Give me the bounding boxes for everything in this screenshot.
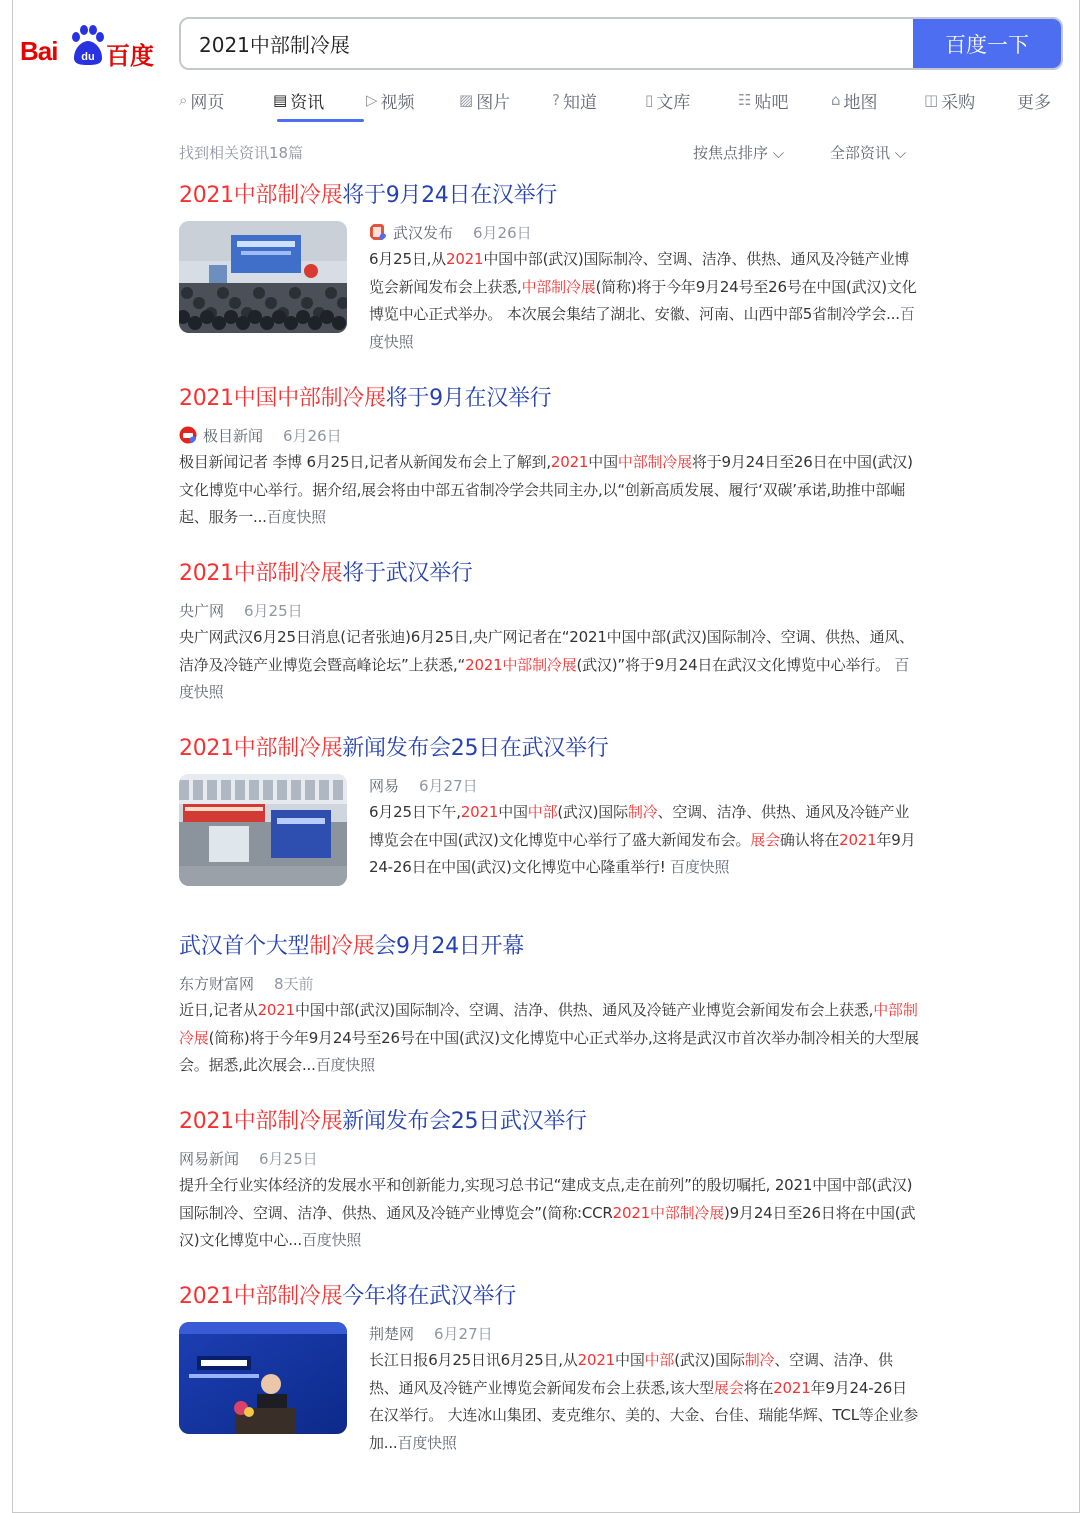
tab-8[interactable]: [924, 86, 1017, 114]
result-abstract: [179, 449, 919, 532]
result-body: [179, 599, 919, 707]
result-source: [369, 774, 919, 796]
result-date: 6月25日: [244, 601, 303, 620]
result-source: [179, 599, 919, 621]
abstract-text: 年9月24-26日在中国(武汉)文化博览中心隆重举行!: [369, 830, 916, 876]
search-result: [179, 731, 919, 882]
abstract-text: 中国中部(武汉)国际制冷、空调、洁净、供热、通风及冷链产业博览会新闻发布会上获悉,: [369, 250, 910, 296]
title-text: 会9月24日开幕: [374, 934, 524, 959]
result-date: 6月27日: [434, 1324, 493, 1343]
abstract-text: 将于9月24日至26日在中国(武汉)文化博览中心举行。据介绍,展会将由中部五省制冷学会共同主办,以“创新高质发展、履行‘双碳’承诺,助推中部崛起、服务一...: [179, 453, 913, 526]
abstract-highlight: 2021: [577, 1351, 616, 1369]
source-name[interactable]: 网易: [369, 776, 400, 795]
result-text: [369, 1322, 919, 1457]
title-highlight: 2021中部制冷展: [179, 1284, 343, 1309]
category-tabs: [179, 86, 1059, 122]
tab-icon: ☷: [738, 91, 752, 109]
tab-icon: ⌂: [831, 91, 841, 109]
tab-label: 知道: [562, 92, 597, 113]
source-name[interactable]: 网易新闻: [179, 1149, 240, 1168]
result-source: [179, 1147, 919, 1169]
abstract-text: 中国: [498, 803, 528, 821]
tab-label: 更多: [1017, 92, 1051, 113]
abstract-text: (简称)将于今年9月24号至26号在中国(武汉)文化博览中心正式举办,这将是武汉市首次举办制冷相关的大型展会。据悉,此次展会...: [179, 1028, 919, 1074]
tab-icon: ▨: [459, 91, 474, 109]
abstract-text: 极目新闻记者 李博 6月25日,记者从新闻发布会上了解到,: [179, 453, 551, 471]
abstract-text: 确认将在: [779, 830, 840, 849]
title-text: 新闻发布会25日武汉举行: [342, 1109, 587, 1134]
abstract-highlight: 中部: [644, 1351, 675, 1369]
result-source: [369, 221, 919, 243]
tab-label: 地图: [843, 92, 878, 113]
tab-7[interactable]: [831, 86, 924, 114]
search-result: [179, 178, 919, 356]
search-button[interactable]: 百度一下: [913, 19, 1061, 68]
source-name[interactable]: 武汉发布: [393, 223, 454, 242]
source-name[interactable]: 央广网: [179, 601, 225, 620]
tab-0[interactable]: [179, 86, 273, 114]
tab-icon: ▤: [273, 91, 288, 109]
abstract-text: 将在: [743, 1378, 774, 1397]
abstract-text: 中国中部(武汉)国际制冷、空调、洁净、供热、通风及冷链产业博览会新闻发布会上获悉,: [294, 1001, 874, 1019]
result-text: [179, 972, 919, 1080]
result-abstract: [369, 246, 919, 356]
logo-paw-text: du: [81, 51, 95, 63]
abstract-text: (武汉)”将于9月24日在武汉文化博览中心举行。: [576, 655, 895, 674]
tab-3[interactable]: [459, 86, 552, 114]
result-abstract: [179, 997, 919, 1080]
abstract-text: 央广网武汉6月25日消息(记者张迪)6月25日,央广网记者在“2021中国中部(武汉)国际制冷、空调、供热、通风、洁净及冷链产业博览会暨高峰论坛”上获悉,“: [179, 628, 914, 674]
result-text: [369, 774, 919, 882]
sort-label: 按焦点排序: [693, 144, 769, 162]
abstract-highlight: 展会: [713, 1378, 744, 1397]
abstract-text: 中国: [615, 1351, 645, 1369]
abstract-highlight: 中部制冷展: [521, 277, 596, 296]
abstract-highlight: 2021: [550, 453, 589, 471]
abstract-highlight: 2021: [460, 803, 499, 821]
source-name[interactable]: 荆楚网: [369, 1324, 415, 1343]
title-highlight: 2021中国中部制冷展: [179, 386, 386, 411]
result-thumbnail[interactable]: [179, 774, 347, 886]
abstract-highlight: 2021: [773, 1378, 811, 1397]
result-title-link[interactable]: [179, 381, 919, 412]
result-source: [369, 1322, 919, 1344]
abstract-highlight: 中部制冷展: [617, 453, 692, 471]
result-date: 6月26日: [473, 223, 532, 242]
source-name[interactable]: 极目新闻: [203, 426, 264, 445]
abstract-text: 近日,记者从: [179, 1001, 258, 1019]
abstract-highlight: 2021: [257, 1001, 295, 1019]
search-result: [179, 1104, 919, 1255]
logo-text-cn: 百度: [106, 42, 154, 70]
title-text: 将于武汉举行: [342, 561, 473, 586]
tab-4[interactable]: [552, 86, 645, 114]
result-date: 8天前: [274, 974, 314, 993]
result-body: [179, 1322, 919, 1457]
title-highlight: 2021中部制冷展: [179, 736, 343, 761]
abstract-text: 提升全行业实体经济的发展水平和创新能力,实现习总书记“建成支点,走在前列”的殷切嘱托, 2021中国中部(武汉)国际制冷、空调、洁净、供热、通风及冷链产业博览会”(简称:CCR: [179, 1176, 913, 1222]
abstract-text: 长江日报6月25日讯6月25日,从: [369, 1351, 578, 1369]
title-text: 武汉首个大型: [179, 934, 310, 959]
search-result: [179, 556, 919, 707]
abstract-highlight: 中部制冷展: [179, 1001, 918, 1047]
title-highlight: 2021中部制冷展: [179, 1109, 343, 1134]
abstract-highlight: 展会: [750, 830, 780, 849]
search-result: [179, 381, 919, 532]
results-count: 找到相关资讯18篇: [179, 144, 304, 162]
logo-text-en: Bai: [20, 36, 58, 66]
abstract-text: (武汉)国际: [674, 1351, 745, 1369]
result-title-link[interactable]: [179, 1104, 919, 1135]
abstract-text: 6月25日,从: [369, 250, 446, 268]
result-title-link[interactable]: [179, 1279, 919, 1310]
snapshot-link[interactable]: 百度快照: [301, 1231, 362, 1249]
result-abstract: [179, 624, 919, 707]
search-result: [179, 929, 919, 1080]
abstract-highlight: 制冷: [627, 803, 658, 821]
tab-label: 资讯: [290, 92, 325, 113]
tab-1[interactable]: [273, 86, 366, 114]
baidu-paw-icon: [66, 24, 108, 66]
snapshot-link[interactable]: 百度快照: [266, 508, 326, 526]
abstract-highlight: 2021: [446, 250, 484, 268]
tab-label: 图片: [476, 92, 511, 113]
abstract-text: 中国: [588, 453, 618, 471]
result-date: 6月25日: [259, 1149, 318, 1168]
title-text: 今年将在武汉举行: [342, 1284, 516, 1309]
snapshot-link[interactable]: 百度快照: [397, 1433, 457, 1452]
tab-label: 采购: [941, 92, 976, 113]
tab-label: 贴吧: [754, 92, 789, 113]
result-title-link[interactable]: [179, 178, 919, 209]
result-title-link[interactable]: [179, 731, 919, 762]
result-title-link[interactable]: [179, 556, 919, 587]
result-thumbnail[interactable]: [179, 221, 347, 333]
result-title-link[interactable]: [179, 929, 919, 960]
search-input[interactable]: [181, 19, 913, 68]
result-body: [179, 1147, 919, 1255]
title-highlight: 制冷展: [309, 934, 375, 959]
baidu-logo[interactable]: [20, 20, 160, 68]
abstract-highlight: 2021中部制冷展: [465, 655, 577, 674]
title-text: 将于9月在汉举行: [385, 386, 552, 411]
result-text: [369, 221, 919, 356]
source-name[interactable]: 东方财富网: [179, 974, 255, 993]
snapshot-link[interactable]: 百度快照: [315, 1056, 375, 1074]
tab-icon: ?: [552, 91, 560, 109]
result-abstract: [369, 1347, 919, 1457]
snapshot-link[interactable]: 百度快照: [369, 305, 915, 351]
result-date: 6月26日: [283, 426, 342, 445]
tab-icon: ▷: [366, 91, 378, 109]
tab-9[interactable]: [1017, 86, 1057, 114]
result-date: 6月27日: [419, 776, 478, 795]
abstract-highlight: 制冷: [744, 1351, 775, 1369]
abstract-text: (武汉)国际: [557, 803, 628, 821]
filter-dropdown[interactable]: [830, 142, 906, 163]
abstract-text: 、空调、洁净、供热、通风及冷链产业博览会在中国(武汉)文化博览中心举行了盛大新闻发布会。: [369, 803, 910, 849]
result-thumbnail[interactable]: [179, 1322, 347, 1434]
result-source: [179, 424, 919, 446]
abstract-highlight: 中部: [527, 803, 558, 821]
result-source: [179, 972, 919, 994]
result-body: [179, 221, 919, 356]
abstract-text: )9月24日至26日将在中国(武汉)文化博览中心...: [179, 1203, 916, 1249]
result-text: [179, 1147, 919, 1255]
result-body: [179, 972, 919, 1080]
result-text: [179, 599, 919, 707]
abstract-text: 6月25日下午,: [369, 803, 461, 821]
results-meta: [179, 140, 915, 164]
tab-icon: ◫: [924, 91, 939, 109]
search-result: [179, 1279, 919, 1457]
title-text: 将于9月24日在汉举行: [342, 183, 557, 208]
abstract-highlight: 2021中部制冷展: [612, 1203, 725, 1222]
source-logo-icon: [369, 223, 393, 241]
title-highlight: 2021中部制冷展: [179, 183, 343, 208]
tab-icon: ⌕: [179, 91, 188, 109]
abstract-text: 、空调、洁净、供热、通风及冷链产业博览会新闻发布会上获悉,该大型: [369, 1351, 893, 1397]
result-abstract: [369, 799, 919, 882]
search-bar: [179, 17, 1063, 70]
sort-dropdown[interactable]: [693, 142, 784, 163]
abstract-text: 年9月24-26日在汉举行。 大连冰山集团、麦克维尔、美的、大金、台佳、瑞能华辉、TCL等企业参加...: [369, 1378, 919, 1452]
tab-5[interactable]: [645, 86, 738, 114]
filter-label: 全部资讯: [830, 144, 891, 162]
tab-2[interactable]: [366, 86, 459, 114]
tab-icon: ▯: [645, 91, 654, 109]
chevron-down-icon: ⌵: [768, 144, 785, 162]
tab-label: 视频: [380, 92, 415, 113]
tab-label: 文库: [656, 92, 691, 113]
abstract-text: (简称)将于今年9月24号至26号在中国(武汉)文化博览中心正式举办。 本次展会集结了湖北、安徽、河南、山西中部5省制冷学会...: [369, 277, 917, 323]
snapshot-link[interactable]: 百度快照: [179, 655, 910, 701]
result-abstract: [179, 1172, 919, 1255]
tab-6[interactable]: [738, 86, 831, 114]
tab-label: 网页: [190, 92, 225, 113]
abstract-highlight: 2021: [839, 830, 877, 849]
title-highlight: 2021中部制冷展: [179, 561, 343, 586]
snapshot-link[interactable]: 百度快照: [670, 858, 730, 876]
title-text: 新闻发布会25日在武汉举行: [342, 736, 609, 761]
result-body: [179, 424, 919, 532]
result-text: [179, 424, 919, 532]
chevron-down-icon: ⌵: [890, 144, 907, 162]
result-body: [179, 774, 919, 882]
source-logo-icon: [179, 426, 203, 444]
